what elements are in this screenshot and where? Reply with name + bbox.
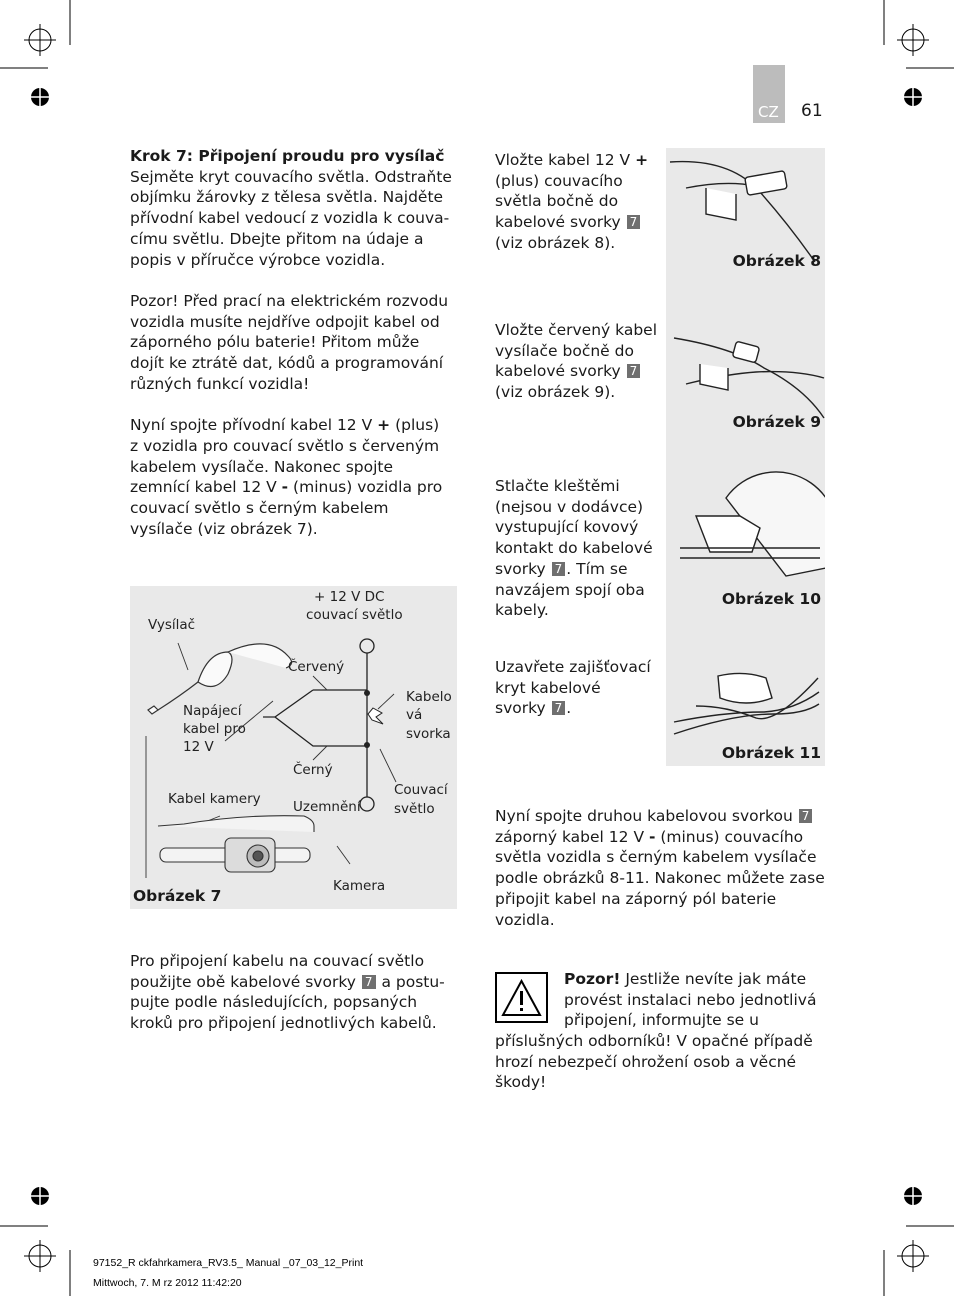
left-column <box>130 146 452 560</box>
s9-text-a: Vložte červený kabel vysílače bočně do kabelové svorky <box>495 321 658 381</box>
figure-10-caption: Obrázek 10 <box>721 590 821 608</box>
figure-8-caption: Obrázek 8 <box>732 252 821 270</box>
label-uzemneni: Uzemnění <box>293 799 361 815</box>
s11-text-a: Uzavřete zajišťovací kryt kabelové svorky <box>495 658 651 718</box>
final-badge: 7 <box>799 809 813 823</box>
s11-text-b: . <box>566 699 572 718</box>
figure-7-caption: Obrázek 7 <box>133 887 222 905</box>
figure-9-caption: Obrázek 9 <box>732 413 821 431</box>
label-napajeci-2: kabel pro <box>183 721 246 737</box>
label-kabelova-2: vá <box>406 707 423 723</box>
step-fig8-text <box>495 150 655 254</box>
caution-label: Pozor! <box>564 970 621 988</box>
label-cerveny: Červený <box>288 659 345 675</box>
final-text-b: záporný kabel 12 V <box>495 827 645 846</box>
plus-sign: + <box>377 416 391 435</box>
connect-text-c: (minus) vozidla pro couvací světlo s černým kabelem vysílače (viz obrázek 7). <box>130 478 443 538</box>
label-kabel-kamery: Kabel kamery <box>168 791 261 807</box>
s8-plus: + <box>635 151 649 169</box>
label-napajeci-3: 12 V <box>183 739 214 755</box>
bottom-text-a: Pro připojení kabelu na couvací světlo použijte obě kabelové svorky <box>130 952 425 991</box>
s10-text-b: . Tím se navzájem spojí oba kabely. <box>495 559 645 620</box>
label-dc-2: couvací světlo <box>306 607 403 623</box>
label-kabelova-1: Kabelo <box>406 689 452 705</box>
step-title: Krok 7: Připojení proudu pro vysílač <box>130 147 445 165</box>
step-fig10-text <box>495 476 657 621</box>
s10-badge: 7 <box>552 562 566 576</box>
warning-paragraph: Pozor! Před prací na elektrickém rozvodu vozidla musíte nejdříve odpojit kabel od záporného pólu baterie! Přitom může dojít ke ztrátě dat, kódů a programování různých funkcí vozidla! <box>130 291 449 393</box>
label-couvaci-1: Couvací <box>394 782 448 798</box>
connect-text-b: (plus) z vozidla pro couvací světlo s červeným kabelem vysílače. Nakonec spojte zemnící kabel 12 V <box>130 416 440 497</box>
final-text-a: Nyní spojte druhou kabelovou svorkou <box>495 807 793 825</box>
s11-badge: 7 <box>552 701 566 715</box>
figures-8-11-panel <box>666 148 825 766</box>
warning-triangle-icon <box>501 978 542 1018</box>
page-number: 61 <box>801 101 823 121</box>
left-bottom-paragraph <box>130 951 452 1034</box>
s8-text-a: Vložte kabel 12 V <box>495 151 631 169</box>
step-7-paragraph <box>130 146 452 270</box>
caution-text-top <box>564 969 826 1031</box>
step-fig11-text <box>495 657 655 719</box>
clamp-number-badge: 7 <box>362 975 376 989</box>
step-body: Sejměte kryt couvacího světla. Odstraňte objímku žárovky z tělesa světla. Najděte přívodní kabel vedoucí z vozidla k couva-címu světlu. Dbejte přitom na údaje a popis v příručce výrobce vozidla. <box>130 167 452 269</box>
s10-text-a: Stlačte kleštěmi (nejsou v dodávce) vystupující kovový kontakt do kabelové svorky <box>495 477 653 578</box>
bottom-text-b: a postu-pujte podle následujících, popsaných kroků pro připojení jednotlivých kabelů. <box>130 972 445 1033</box>
step-fig9-text <box>495 320 660 403</box>
label-vysilac: Vysílač <box>148 617 196 633</box>
final-minus: - <box>648 827 656 846</box>
footer-line-2: Mittwoch, 7. M rz 2012 11:42:20 <box>93 1277 242 1289</box>
label-kabelova-3: svorka <box>406 726 451 742</box>
clamp-illustrations <box>666 148 825 766</box>
label-dc-1: + 12 V DC <box>314 589 385 605</box>
s8-text-b: (plus) couvacího světla bočně do kabelové svorky <box>495 171 623 232</box>
figure-11-caption: Obrázek 11 <box>721 744 821 762</box>
s8-badge: 7 <box>627 215 641 229</box>
figure-7 <box>130 586 457 909</box>
minus-sign: - <box>281 478 289 497</box>
label-kamera: Kamera <box>333 878 386 894</box>
caution-line-2: příslušných odborníků! V opačné případě hrozí nebezpečí ohrožení osob a věcné škody! <box>495 1032 813 1092</box>
label-napajeci-1: Napájecí <box>183 703 242 719</box>
caution-text-bottom <box>495 1031 825 1093</box>
connect-paragraph <box>130 415 452 539</box>
s9-badge: 7 <box>627 364 641 378</box>
label-couvaci-2: světlo <box>394 801 435 817</box>
warning-box <box>495 972 548 1023</box>
final-text-c: (minus) couvacího světla vozidla s černým kabelem vysílače podle obrázků 8-11. Nakonec můžete zase připojit kabel na záporný pól baterie vozidla. <box>495 827 825 929</box>
connect-text-a: Nyní spojte přívodní kabel 12 V <box>130 416 373 435</box>
language-label: CZ <box>758 103 779 121</box>
final-paragraph <box>495 806 825 930</box>
language-tab <box>753 65 785 123</box>
caution-line-1: Jestliže nevíte jak máte provést instalaci nebo jednotlivá připojení, informujte se u <box>564 970 817 1030</box>
label-cerny: Černý <box>293 762 333 778</box>
s9-text-c: (viz obrázek 9). <box>495 383 616 402</box>
s8-text-c: (viz obrázek 8). <box>495 233 616 252</box>
footer-line-1: 97152_R ckfahrkamera_RV3.5_ Manual _07_03_12_Print <box>93 1257 364 1269</box>
